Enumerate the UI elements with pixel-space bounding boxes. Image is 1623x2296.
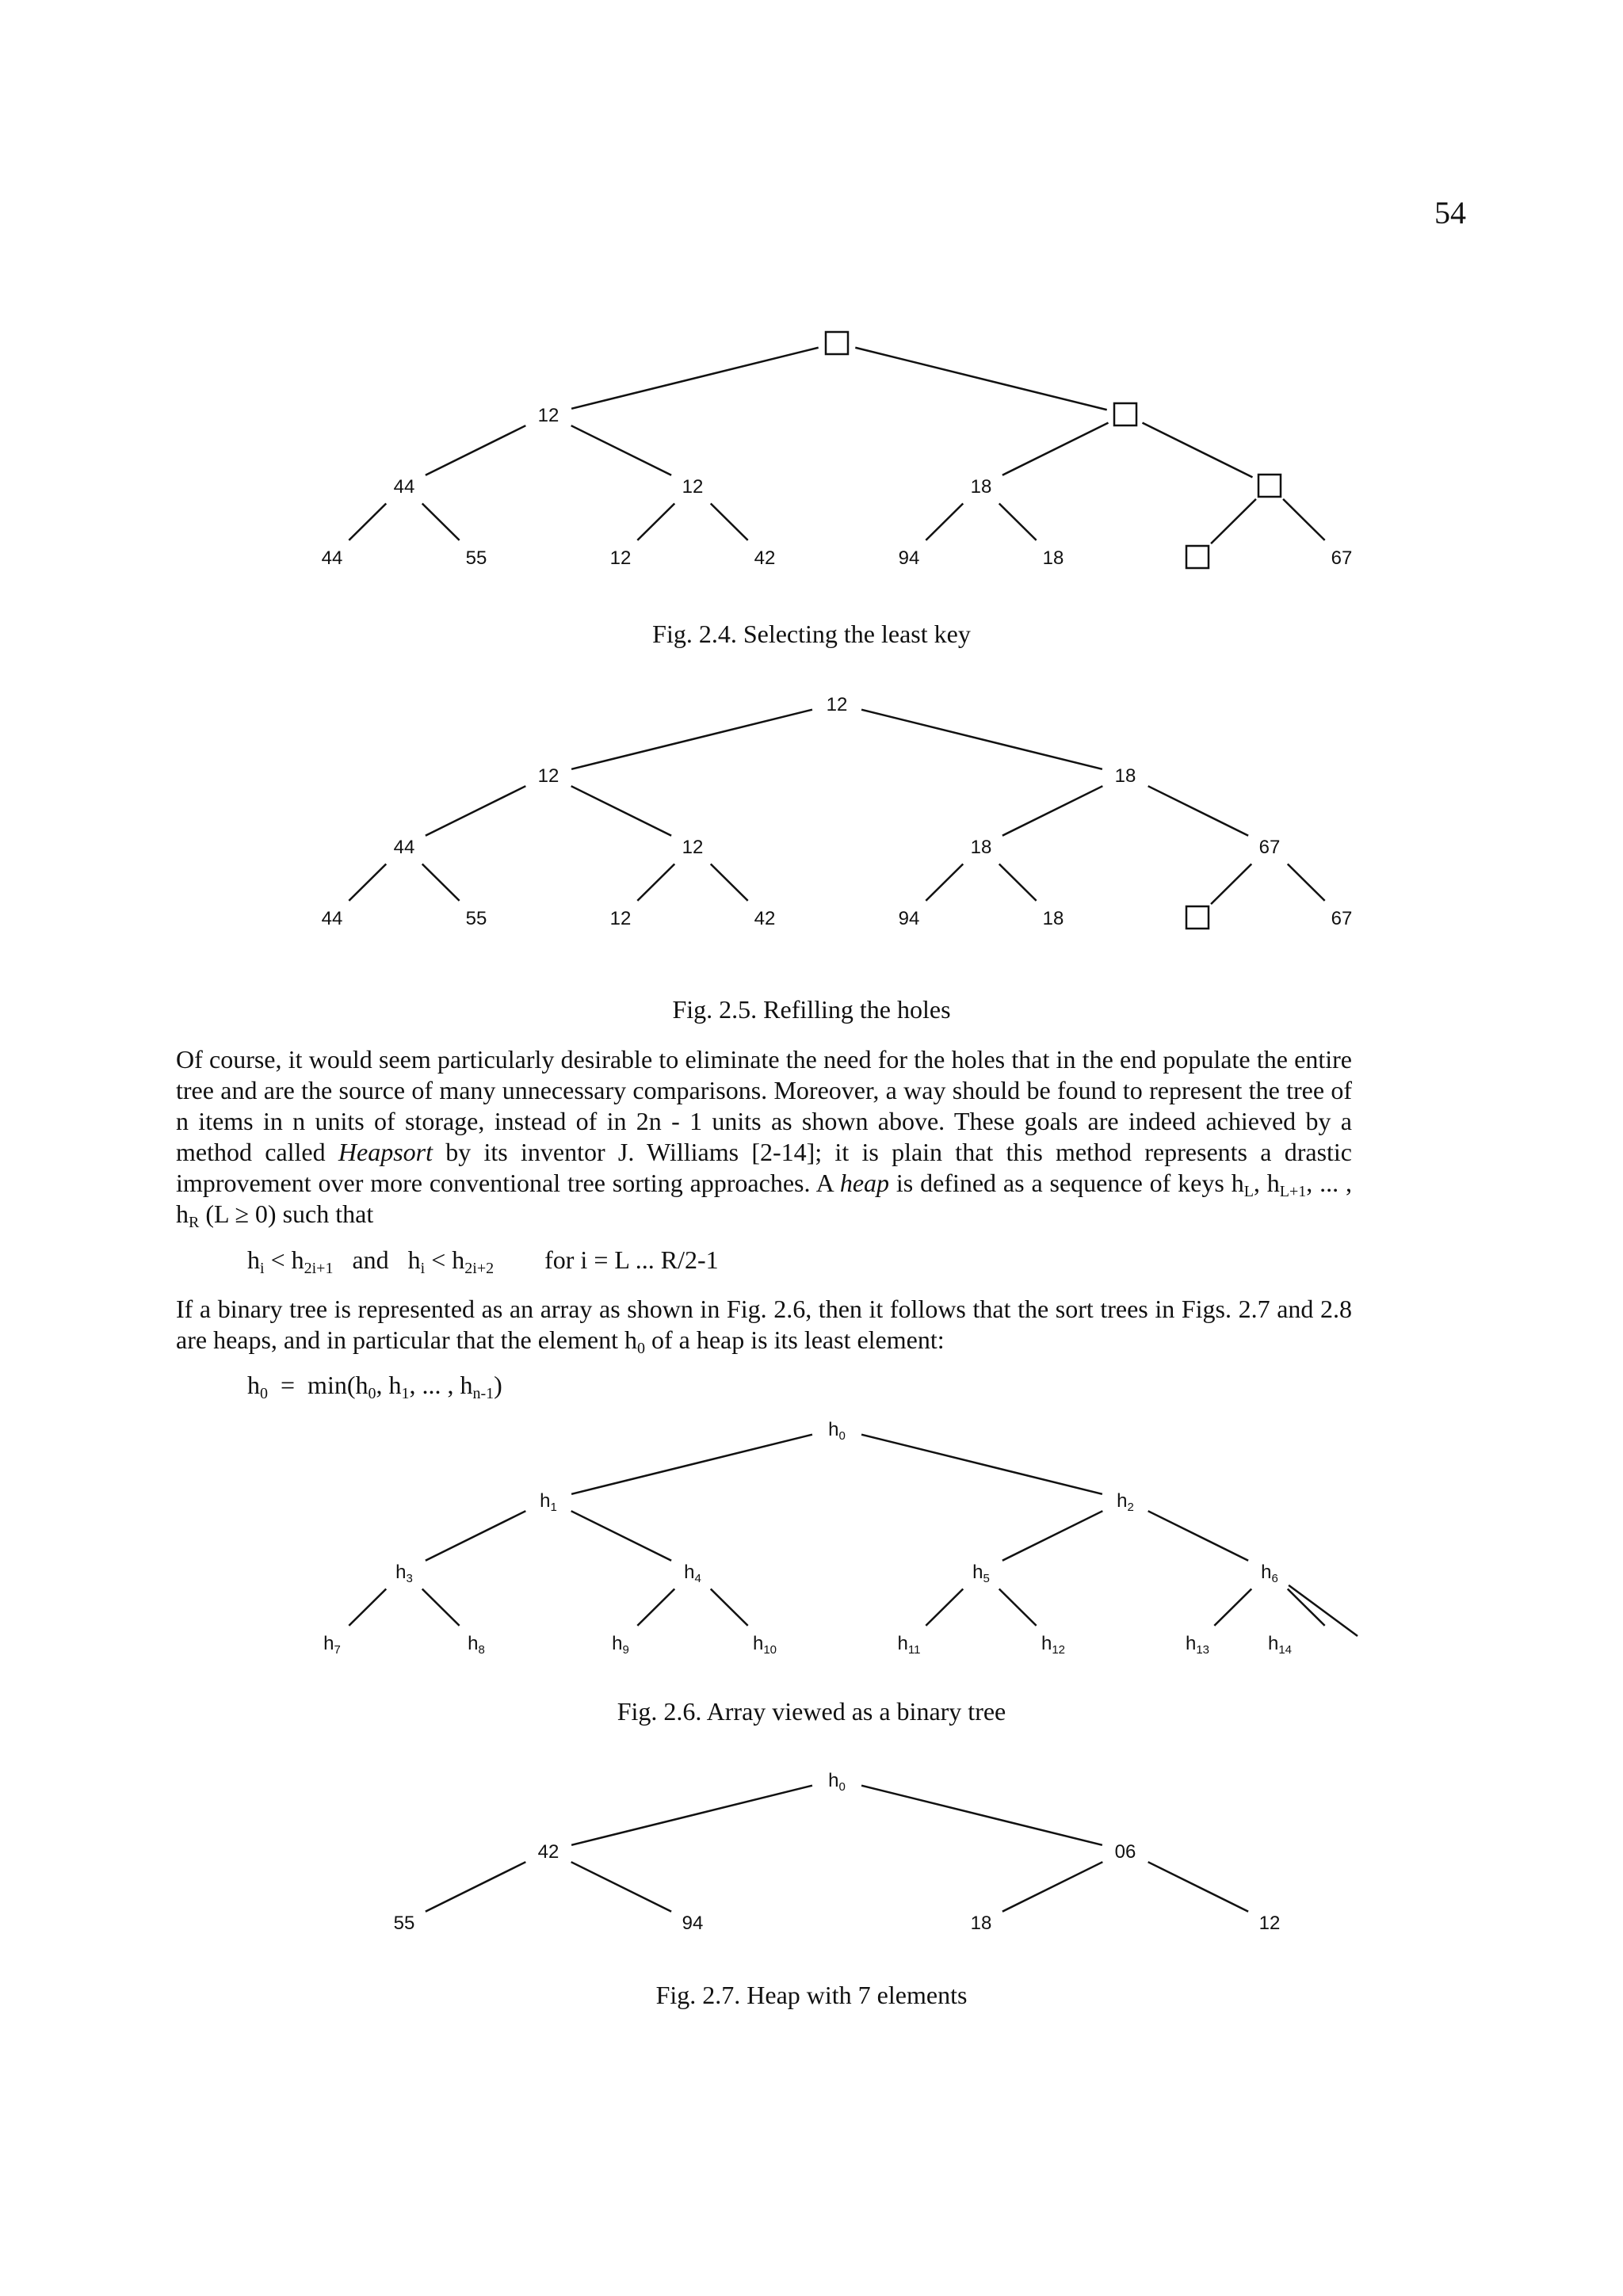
tree-node-label: 12 xyxy=(609,547,632,569)
subscript: 4 xyxy=(694,1572,701,1585)
tree-edge xyxy=(926,504,963,540)
figure-2-6-tree xyxy=(0,1406,1623,1668)
tree-node-label: 12 xyxy=(826,694,848,715)
tree-edge xyxy=(571,348,819,409)
tree-edge xyxy=(571,1435,812,1494)
subscript: 13 xyxy=(1196,1643,1210,1657)
subscript: 2i+1 xyxy=(304,1260,334,1277)
subscript: 2 xyxy=(1127,1501,1134,1514)
tree-edge xyxy=(571,1862,671,1912)
tree-edge xyxy=(855,348,1106,410)
least-element-formula xyxy=(247,1371,502,1400)
tree-edge xyxy=(571,710,812,769)
tree-node-label: $h_9$ xyxy=(612,1633,629,1657)
tree-edge xyxy=(637,1589,674,1626)
tree-node-label: 18 xyxy=(1114,765,1136,787)
subscript: L xyxy=(1243,1183,1254,1200)
text-run: , ... , h xyxy=(176,1169,1353,1228)
tree-node-label: 42 xyxy=(754,908,776,929)
tree-node-label: 18 xyxy=(970,837,992,858)
tree-edge xyxy=(422,504,460,540)
subscript: 0 xyxy=(838,1429,846,1443)
tree-edge xyxy=(1143,423,1253,478)
tree-edge xyxy=(426,786,525,836)
tree-node-label: $h_{11}$ xyxy=(897,1633,921,1657)
tree-edge xyxy=(637,504,674,540)
subscript: 0 xyxy=(636,1340,645,1357)
tree-edge xyxy=(1148,786,1248,836)
term-heapsort: Heapsort xyxy=(338,1138,433,1166)
tree-node-label: $h_2$ xyxy=(1117,1490,1134,1514)
subscript: 1 xyxy=(550,1501,557,1514)
tree-node-label: $h_3$ xyxy=(395,1562,413,1585)
subscript: 0 xyxy=(368,1385,376,1402)
tree-node-label: 12 xyxy=(682,476,704,498)
term-heap: heap xyxy=(839,1169,890,1197)
subscript: 3 xyxy=(406,1572,413,1585)
tree-edge xyxy=(571,1786,812,1845)
tree-node-label: 42 xyxy=(537,1841,559,1863)
subscript: 6 xyxy=(1271,1572,1278,1585)
tree-node-label: 44 xyxy=(393,837,415,858)
subscript: 1 xyxy=(401,1385,410,1402)
tree-diagram xyxy=(0,321,1623,582)
tree-node-label: 94 xyxy=(898,547,920,569)
subscript: 5 xyxy=(983,1572,990,1585)
text-run: h xyxy=(247,1245,260,1274)
subscript: 0 xyxy=(260,1385,268,1402)
tree-node-label: 06 xyxy=(1114,1841,1136,1863)
tree-node-label: $h_{12}$ xyxy=(1041,1633,1066,1657)
subscript: L+1 xyxy=(1279,1183,1307,1200)
figure-2-7-tree xyxy=(0,1757,1623,1947)
tree-node-label: 67 xyxy=(1331,908,1353,929)
tree-edge xyxy=(349,1589,386,1626)
tree-diagram xyxy=(0,681,1623,943)
text-run: h xyxy=(247,1371,260,1399)
subscript: R xyxy=(189,1214,200,1231)
tree-edge xyxy=(999,1589,1037,1626)
tree-node-label: 67 xyxy=(1258,837,1281,858)
text-run: (L ≥ 0) such that xyxy=(199,1199,374,1228)
tree-edge xyxy=(999,504,1037,540)
tree-edge xyxy=(999,864,1037,901)
tree-node-label: 44 xyxy=(393,476,415,498)
tree-node-label: $h_{10}$ xyxy=(752,1633,777,1657)
tree-node-label: $h_7$ xyxy=(323,1633,341,1657)
tree-edge xyxy=(711,1589,748,1626)
tree-node-label: $h_{13}$ xyxy=(1185,1633,1210,1657)
text-run: and h xyxy=(333,1245,421,1274)
text-run: = min(h xyxy=(268,1371,369,1399)
tree-edge xyxy=(861,1786,1102,1845)
tree-edge xyxy=(1283,499,1325,540)
subscript: n-1 xyxy=(472,1385,495,1402)
tree-node-label: 94 xyxy=(682,1913,704,1934)
tree-node-label: 67 xyxy=(1331,547,1353,569)
subscript: 9 xyxy=(622,1643,629,1657)
tree-edge xyxy=(349,504,386,540)
subscript: 12 xyxy=(1052,1643,1066,1657)
tree-node-label: $h_{14}$ xyxy=(1267,1633,1293,1657)
tree-edge xyxy=(1289,1585,1358,1636)
tree-node-label: $h_8$ xyxy=(468,1633,485,1657)
hole-node xyxy=(1114,403,1136,425)
heap-condition-formula xyxy=(247,1245,719,1275)
figure-2-6-caption: Fig. 2.6. Array viewed as a binary tree xyxy=(617,1697,1006,1726)
tree-node-label: 18 xyxy=(1042,908,1064,929)
text-run: , h xyxy=(376,1371,402,1399)
text-run: ) xyxy=(494,1371,502,1399)
text-run: is defined as a sequence of keys h xyxy=(889,1169,1244,1197)
subscript: 11 xyxy=(907,1643,921,1657)
text-run: , ... , h xyxy=(409,1371,473,1399)
subscript: 2i+2 xyxy=(464,1260,495,1277)
text-run: , h xyxy=(1253,1169,1280,1197)
tree-edge xyxy=(571,1511,671,1561)
tree-node-label: $h_4$ xyxy=(684,1562,701,1585)
tree-edge xyxy=(1288,864,1325,901)
tree-node-label: 18 xyxy=(970,1913,992,1934)
tree-edge xyxy=(1148,1511,1248,1561)
tree-node-label: 94 xyxy=(898,908,920,929)
tree-edge xyxy=(1214,1589,1251,1626)
tree-node-label: 44 xyxy=(321,547,343,569)
tree-edge xyxy=(711,504,748,540)
tree-edge xyxy=(861,710,1102,769)
text-run: Of course, it would seem particularly desirable to eliminate the need for the holes that in the end populate the entire tree and are the source of many unnecessary comparisons. Moreover, a way should be found to represent the tree of n items in n units of storage, instead of in 2n - 1 units as shown above. These goals are indeed achieved by a method called xyxy=(176,1045,1352,1166)
subscript: i xyxy=(420,1260,426,1277)
hole-node xyxy=(1186,906,1209,929)
text-run: by its inventor J. Williams [2-14]; it is plain that this method represents a drastic improvement over more conventional tree sorting approaches. A xyxy=(176,1138,1353,1197)
tree-node-label: 42 xyxy=(754,547,776,569)
tree-edge xyxy=(637,864,674,901)
tree-node-label: 12 xyxy=(537,765,559,787)
tree-edge xyxy=(422,864,460,901)
tree-edge xyxy=(1002,423,1109,475)
tree-edge xyxy=(1002,1511,1102,1561)
tree-node-label: 18 xyxy=(1042,547,1064,569)
tree-node-label: 12 xyxy=(682,837,704,858)
figure-2-4-tree xyxy=(0,321,1623,582)
tree-node-label: 44 xyxy=(321,908,343,929)
tree-edge xyxy=(1148,1862,1248,1912)
figure-2-4-caption: Fig. 2.4. Selecting the least key xyxy=(652,620,971,648)
tree-edge xyxy=(571,425,671,475)
tree-edge xyxy=(1211,864,1251,905)
subscript: 7 xyxy=(334,1643,341,1657)
text-run: of a heap is its least element: xyxy=(644,1325,945,1354)
tree-edge xyxy=(1002,786,1102,836)
tree-node-label: 55 xyxy=(465,908,487,929)
tree-diagram xyxy=(0,1406,1623,1668)
tree-edge xyxy=(426,425,525,475)
tree-edge xyxy=(571,786,671,836)
tree-edge xyxy=(426,1511,525,1561)
text-run: for i = L ... R/2-1 xyxy=(494,1245,719,1274)
paragraph-array-binary-tree xyxy=(176,1294,1352,1356)
tree-edge xyxy=(426,1862,525,1912)
tree-node-label: 12 xyxy=(1258,1913,1281,1934)
tree-edge xyxy=(1002,1862,1102,1912)
tree-edge xyxy=(422,1589,460,1626)
tree-node-label: 12 xyxy=(609,908,632,929)
tree-edge xyxy=(711,864,748,901)
tree-edge xyxy=(861,1435,1102,1494)
hole-node xyxy=(1258,475,1281,497)
paragraph-heapsort-intro xyxy=(176,1044,1352,1230)
subscript: i xyxy=(260,1260,265,1277)
tree-node-label: 12 xyxy=(537,405,559,426)
tree-node-label: $h_0$ xyxy=(828,1419,846,1443)
tree-diagram xyxy=(0,1757,1623,1947)
tree-edge xyxy=(926,864,963,901)
subscript: 0 xyxy=(838,1780,846,1794)
tree-edge xyxy=(1211,499,1256,543)
tree-node-label: 18 xyxy=(970,476,992,498)
figure-2-5-tree xyxy=(0,681,1623,943)
text-run: If a binary tree is represented as an array as shown in Fig. 2.6, then it follows that the sort trees in Figs. 2.7 and 2.8 are heaps, and in particular that the element h xyxy=(176,1295,1352,1354)
text-run: < h xyxy=(425,1245,465,1274)
hole-node xyxy=(826,332,848,354)
figure-2-5-caption: Fig. 2.5. Refilling the holes xyxy=(672,995,951,1024)
tree-node-label: $h_6$ xyxy=(1261,1562,1278,1585)
tree-node-label: $h_0$ xyxy=(828,1770,846,1794)
figure-2-7-caption: Fig. 2.7. Heap with 7 elements xyxy=(655,1981,968,2009)
tree-node-label: 55 xyxy=(393,1913,415,1934)
tree-node-label: $h_1$ xyxy=(540,1490,557,1514)
subscript: 10 xyxy=(763,1643,777,1657)
text-run: < h xyxy=(264,1245,304,1274)
tree-node-label: $h_5$ xyxy=(972,1562,990,1585)
subscript: 8 xyxy=(478,1643,485,1657)
tree-edge xyxy=(349,864,386,901)
hole-node xyxy=(1186,546,1209,568)
tree-edge xyxy=(926,1589,963,1626)
tree-node-label: 55 xyxy=(465,547,487,569)
page-number: 54 xyxy=(1434,195,1466,231)
subscript: 14 xyxy=(1278,1643,1293,1657)
